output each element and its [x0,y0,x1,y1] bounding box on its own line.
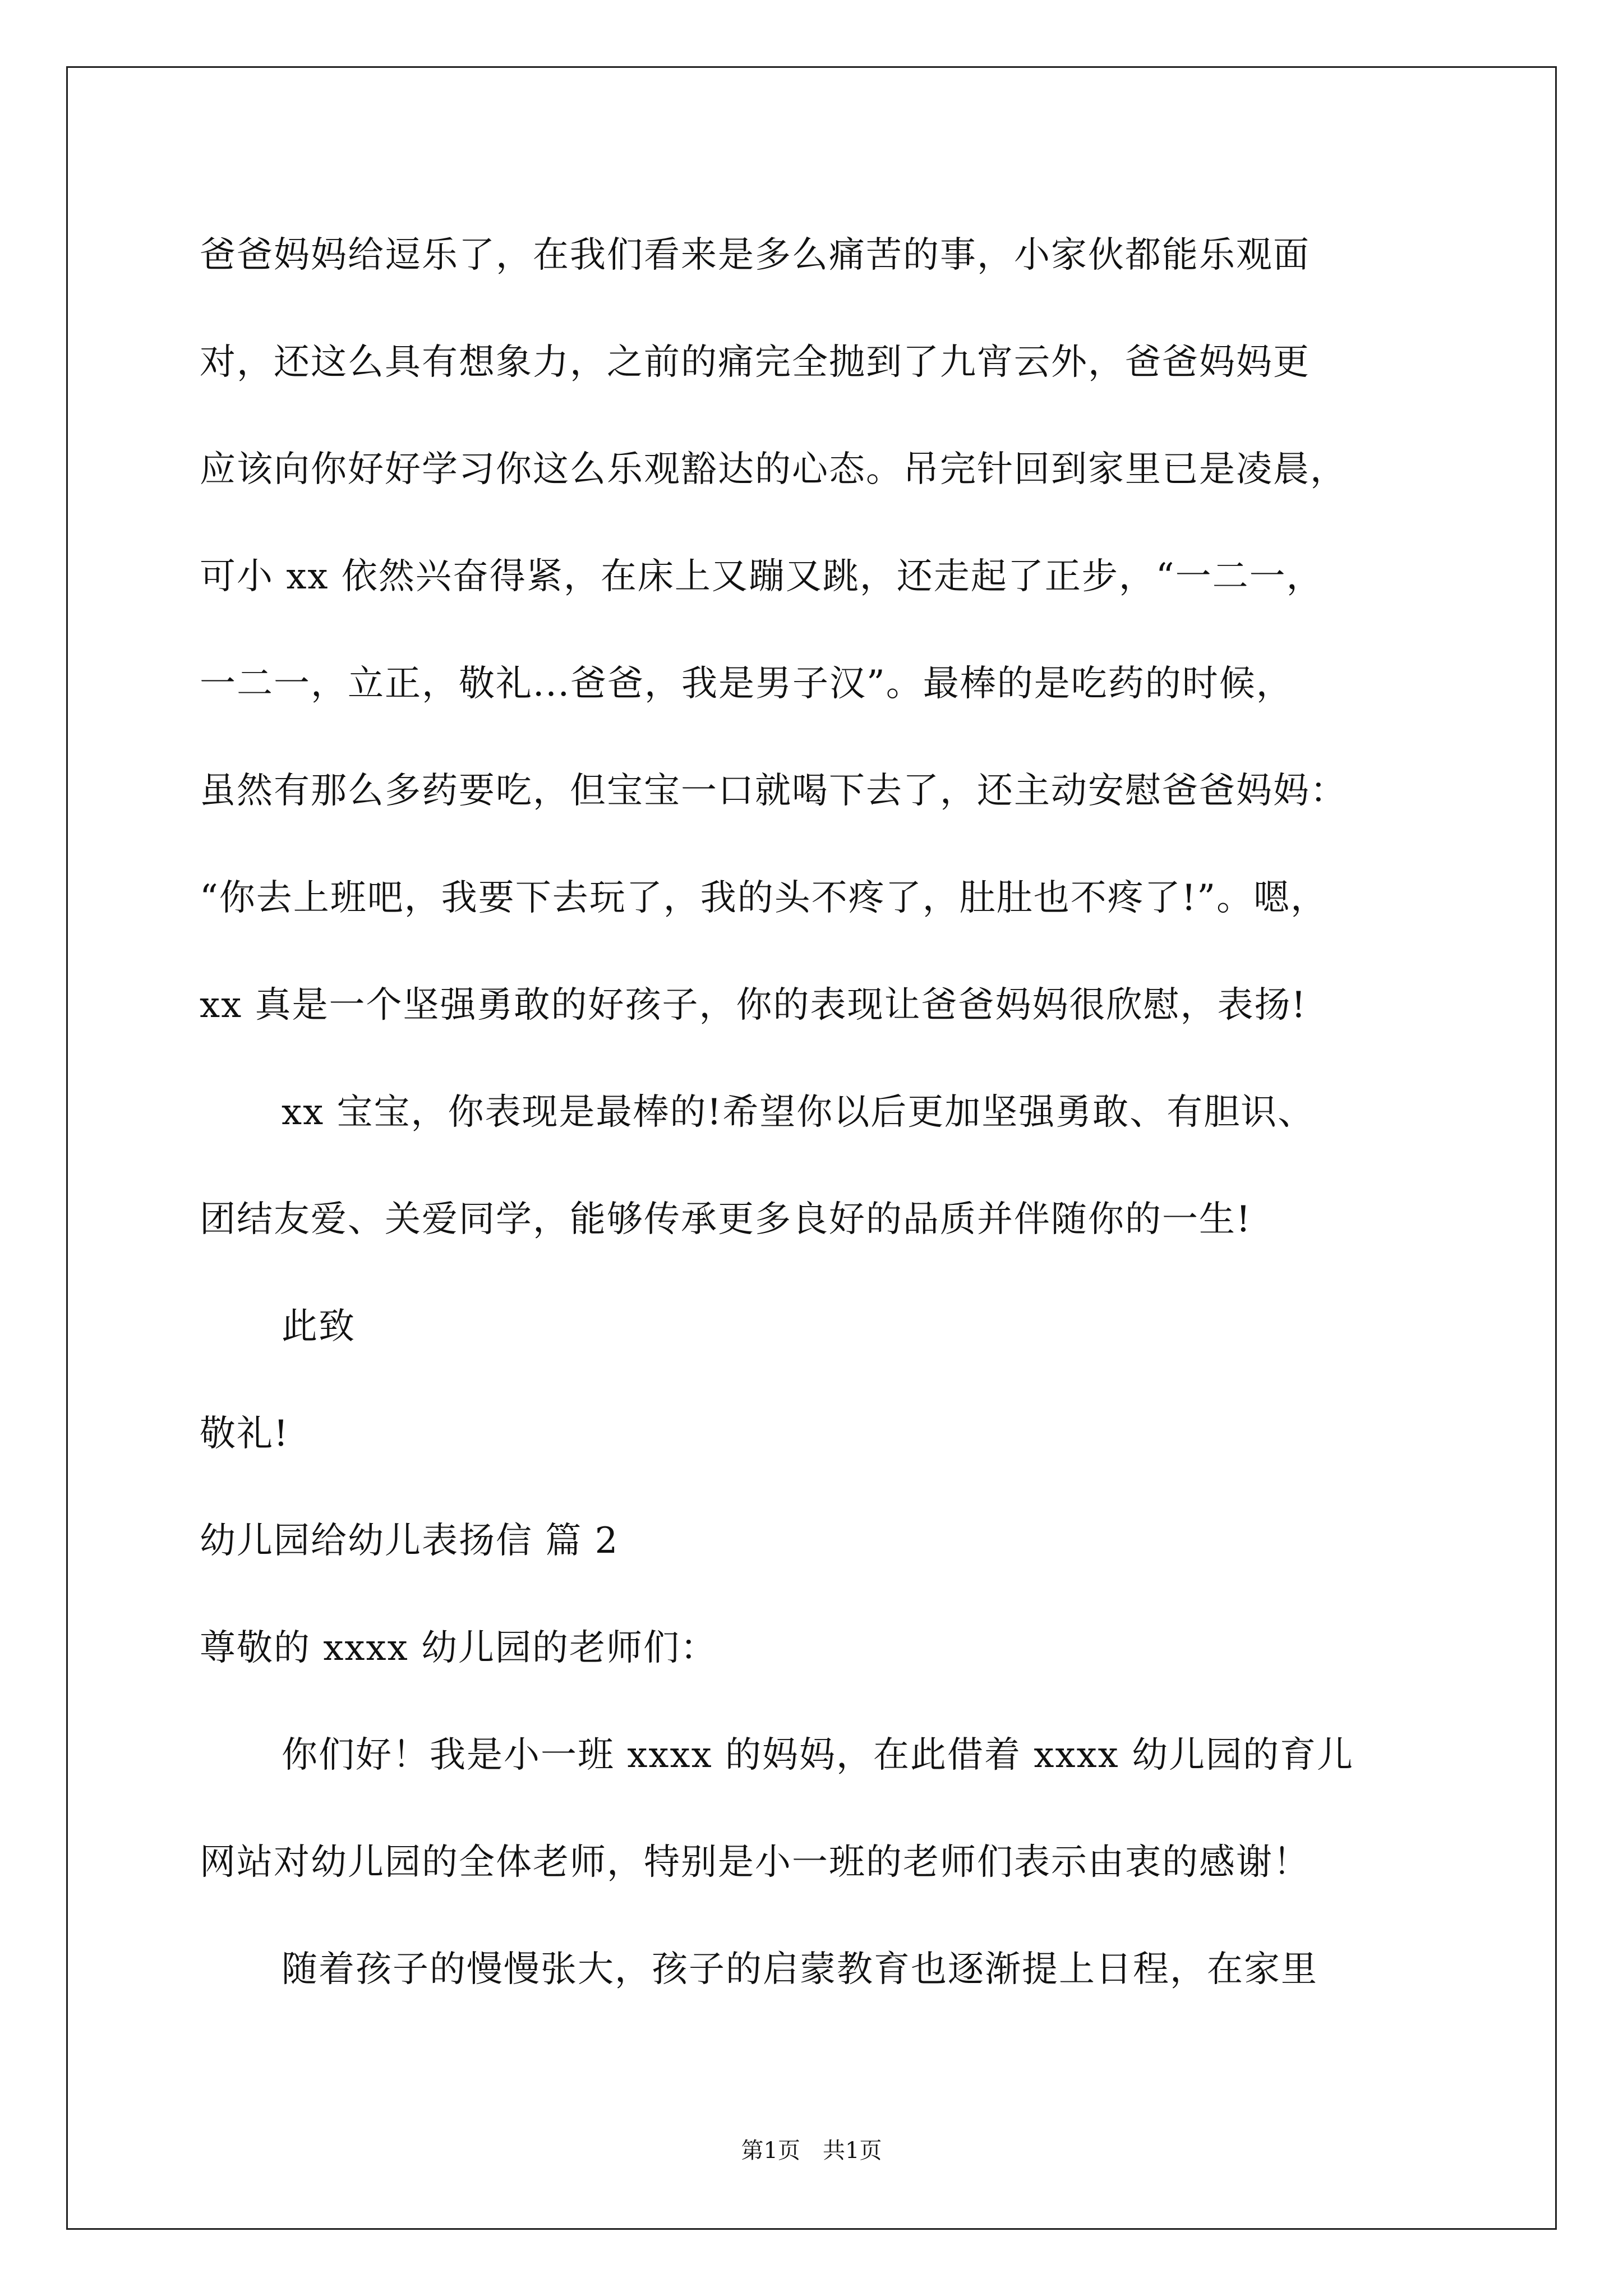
salutation: 尊敬的 xxxx 幼儿园的老师们： [200,1627,718,1669]
text-line: “你去上班吧，我要下去玩了，我的头不疼了，肚肚也不疼了!”。嗯， [200,877,1328,919]
page-footer [0,2133,1623,2165]
text-line: 对，还这么具有想象力，之前的痛完全抛到了九宵云外，爸爸妈妈更 [200,342,1310,383]
closing-phrase: 此致 [282,1306,356,1347]
page-total: 共1页 [823,2138,882,2164]
text-line: 爸爸妈妈给逗乐了，在我们看来是多么痛苦的事，小家伙都能乐观面 [200,234,1310,276]
closing-salute: 敬礼! [200,1413,289,1455]
text-line: 可小 xx 依然兴奋得紧，在床上又蹦又跳，还走起了正步，“一二一， [200,556,1324,597]
page-number: 第1页 [741,2138,800,2164]
text-line: 网站对幼儿园的全体老师，特别是小一班的老师们表示由衷的感谢！ [200,1842,1310,1883]
text-line: 一二一，立正，敬礼...爸爸，我是男子汉”。最棒的是吃药的时候， [200,663,1293,705]
text-line: 团结友爱、关爱同学，能够传承更多良好的品质并伴随你的一生! [200,1199,1252,1240]
paragraph-start-line: 随着孩子的慢慢张大，孩子的启蒙教育也逐渐提上日程，在家里 [282,1949,1318,1990]
paragraph-start-line: xx 宝宝，你表现是最棒的!希望你以后更加坚强勇敢、有胆识、 [282,1092,1315,1133]
text-line: 应该向你好好学习你这么乐观豁达的心态。吊完针回到家里已是凌晨， [200,449,1347,490]
text-line: 虽然有那么多药要吃，但宝宝一口就喝下去了，还主动安慰爸爸妈妈： [200,770,1347,812]
text-line: xx 真是一个坚强勇敢的好孩子，你的表现让爸爸妈妈很欣慰，表扬! [200,984,1307,1026]
document-body [200,202,1433,2023]
section-heading: 幼儿园给幼儿表扬信 篇 2 [200,1520,619,1562]
paragraph-start-line: 你们好！我是小一班 xxxx 的妈妈，在此借着 xxxx 幼儿园的育儿 [282,1734,1354,1776]
